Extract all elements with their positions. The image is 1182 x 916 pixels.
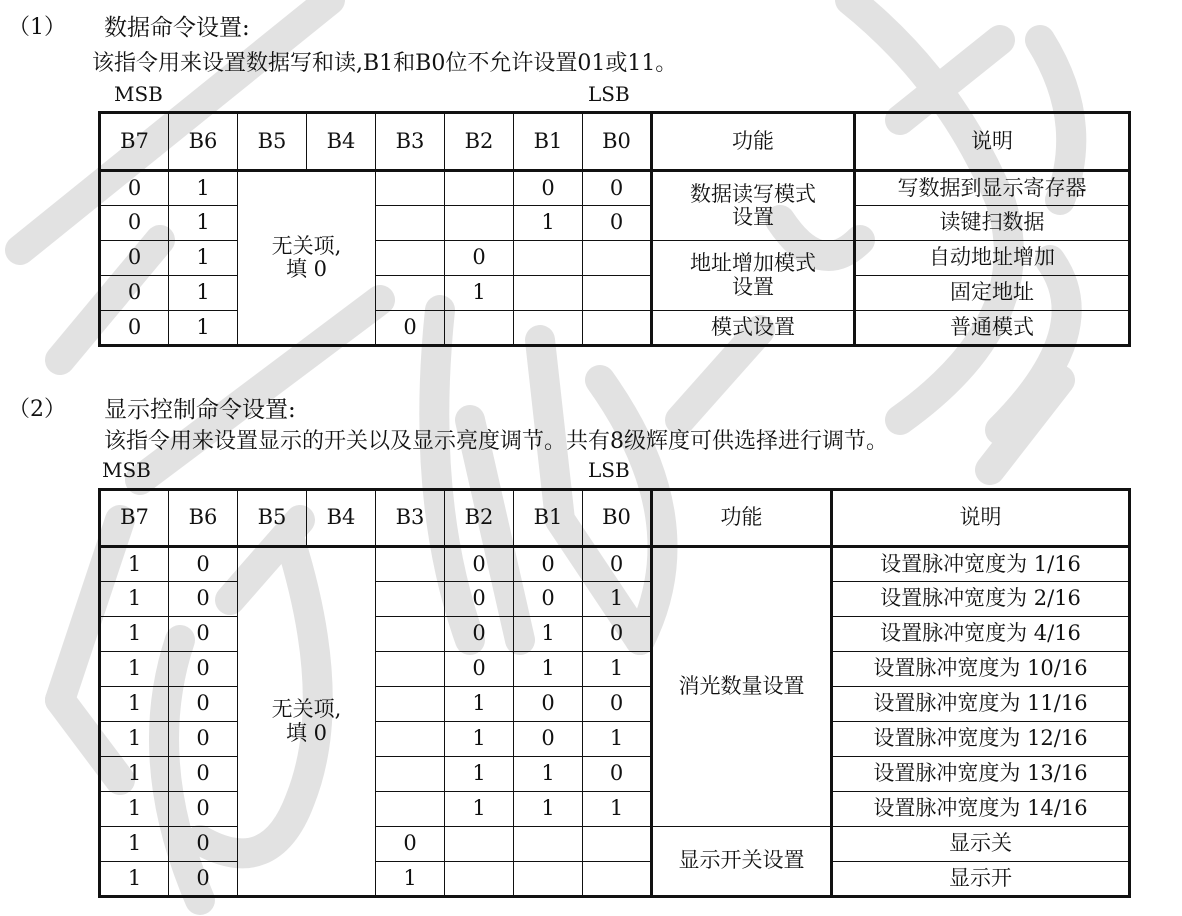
desc-cell: 设置脉冲宽度为 11/16 xyxy=(832,687,1130,722)
cell-b2 xyxy=(445,171,514,206)
header-description: 说明 xyxy=(832,490,1130,547)
function-cell: 显示开关设置 xyxy=(652,827,832,897)
section1-description: 该指令用来设置数据写和读,B1和B0位不允许设置01或11。 xyxy=(92,51,678,76)
header-b5: B5 xyxy=(238,113,307,171)
function-line: 数据读写模式 xyxy=(690,181,816,206)
header-b5: B5 xyxy=(238,490,307,547)
cell-b0: 1 xyxy=(583,582,652,617)
section2-msb-label: MSB xyxy=(102,458,151,482)
cell-b0: 0 xyxy=(583,757,652,792)
cell-b1 xyxy=(514,827,583,862)
header-b7: B7 xyxy=(100,490,169,547)
cell-b0: 0 xyxy=(583,547,652,582)
cell-b0 xyxy=(583,862,652,897)
cell-b7: 1 xyxy=(100,722,169,757)
table-row xyxy=(100,547,1130,582)
cell-b6: 1 xyxy=(169,241,238,276)
cell-b3 xyxy=(376,652,445,687)
header-b4: B4 xyxy=(307,490,376,547)
cell-b6: 1 xyxy=(169,276,238,311)
cell-b1: 1 xyxy=(514,652,583,687)
cell-b6: 0 xyxy=(169,687,238,722)
cell-b6: 0 xyxy=(169,652,238,687)
desc-cell: 写数据到显示寄存器 xyxy=(855,171,1130,206)
section1-msb-label: MSB xyxy=(114,82,163,106)
cell-b7: 0 xyxy=(100,241,169,276)
header-description: 说明 xyxy=(855,113,1130,171)
cell-b7: 1 xyxy=(100,547,169,582)
desc-cell: 设置脉冲宽度为 12/16 xyxy=(832,722,1130,757)
cell-b0: 1 xyxy=(583,652,652,687)
function-line: 设置 xyxy=(732,205,774,229)
cell-b7: 0 xyxy=(100,276,169,311)
cell-b7: 1 xyxy=(100,792,169,827)
cell-b1: 0 xyxy=(514,687,583,722)
cell-b6: 1 xyxy=(169,171,238,206)
cell-b3: 1 xyxy=(376,862,445,897)
dont-care-line-1: 无关项, xyxy=(271,233,342,258)
header-b4: B4 xyxy=(307,113,376,171)
cell-b2 xyxy=(445,862,514,897)
cell-b1: 0 xyxy=(514,171,583,206)
header-b7: B7 xyxy=(100,113,169,171)
cell-b6: 0 xyxy=(169,827,238,862)
cell-b7: 1 xyxy=(100,862,169,897)
cell-b2 xyxy=(445,206,514,241)
cell-b0 xyxy=(583,311,652,346)
cell-b1 xyxy=(514,241,583,276)
cell-b6: 0 xyxy=(169,582,238,617)
function-cell xyxy=(652,171,855,241)
cell-b3 xyxy=(376,547,445,582)
cell-b1 xyxy=(514,862,583,897)
header-b6: B6 xyxy=(169,113,238,171)
section2-description: 该指令用来设置显示的开关以及显示亮度调节。共有8级辉度可供选择进行调节。 xyxy=(104,429,888,454)
section2-lsb-label: LSB xyxy=(588,458,630,482)
cell-b2: 1 xyxy=(445,687,514,722)
cell-b2: 1 xyxy=(445,722,514,757)
cell-b2: 0 xyxy=(445,547,514,582)
cell-b6: 1 xyxy=(169,311,238,346)
cell-b0: 1 xyxy=(583,792,652,827)
cell-b1: 0 xyxy=(514,722,583,757)
desc-cell: 读键扫数据 xyxy=(855,206,1130,241)
header-b0: B0 xyxy=(583,113,652,171)
cell-b7: 1 xyxy=(100,652,169,687)
cell-b7: 1 xyxy=(100,827,169,862)
cell-b0 xyxy=(583,276,652,311)
cell-b0: 1 xyxy=(583,722,652,757)
cell-b3 xyxy=(376,171,445,206)
cell-b3 xyxy=(376,792,445,827)
desc-cell: 设置脉冲宽度为 1/16 xyxy=(832,547,1130,582)
section1-number: （1） xyxy=(8,15,66,40)
section2-title: 显示控制命令设置: xyxy=(104,397,296,423)
cell-b7: 1 xyxy=(100,687,169,722)
cell-b3 xyxy=(376,722,445,757)
cell-b0 xyxy=(583,241,652,276)
cell-b3 xyxy=(376,241,445,276)
cell-b7: 0 xyxy=(100,206,169,241)
cell-b6: 0 xyxy=(169,547,238,582)
dont-care-line-1: 无关项, xyxy=(271,697,342,722)
cell-b6: 0 xyxy=(169,862,238,897)
header-b2: B2 xyxy=(445,113,514,171)
desc-cell: 固定地址 xyxy=(855,276,1130,311)
dont-care-cell xyxy=(238,171,376,346)
section1-title: 数据命令设置: xyxy=(104,15,250,41)
desc-cell: 自动地址增加 xyxy=(855,241,1130,276)
cell-b0: 0 xyxy=(583,206,652,241)
cell-b2: 1 xyxy=(445,276,514,311)
header-b3: B3 xyxy=(376,113,445,171)
cell-b2: 0 xyxy=(445,617,514,652)
cell-b1: 0 xyxy=(514,582,583,617)
function-line: 地址增加模式 xyxy=(690,251,816,276)
dont-care-line-2: 填 0 xyxy=(285,720,328,745)
cell-b3 xyxy=(376,687,445,722)
cell-b6: 1 xyxy=(169,206,238,241)
cell-b0: 0 xyxy=(583,171,652,206)
section1-lsb-label: LSB xyxy=(588,82,630,106)
header-b2: B2 xyxy=(445,490,514,547)
cell-b3: 0 xyxy=(376,311,445,346)
cell-b6: 0 xyxy=(169,617,238,652)
cell-b1 xyxy=(514,276,583,311)
header-b0: B0 xyxy=(583,490,652,547)
cell-b2: 0 xyxy=(445,241,514,276)
cell-b7: 0 xyxy=(100,311,169,346)
cell-b3 xyxy=(376,582,445,617)
function-cell: 消光数量设置 xyxy=(652,547,832,827)
cell-b3 xyxy=(376,617,445,652)
cell-b3 xyxy=(376,276,445,311)
desc-cell: 设置脉冲宽度为 14/16 xyxy=(832,792,1130,827)
cell-b6: 0 xyxy=(169,757,238,792)
cell-b2: 0 xyxy=(445,582,514,617)
header-b1: B1 xyxy=(514,490,583,547)
function-cell: 模式设置 xyxy=(652,311,855,346)
desc-cell: 设置脉冲宽度为 4/16 xyxy=(832,617,1130,652)
cell-b7: 1 xyxy=(100,582,169,617)
cell-b1: 1 xyxy=(514,757,583,792)
desc-cell: 设置脉冲宽度为 13/16 xyxy=(832,757,1130,792)
cell-b1: 1 xyxy=(514,206,583,241)
desc-cell: 设置脉冲宽度为 10/16 xyxy=(832,652,1130,687)
cell-b0: 0 xyxy=(583,617,652,652)
cell-b3 xyxy=(376,757,445,792)
cell-b2 xyxy=(445,311,514,346)
cell-b7: 1 xyxy=(100,617,169,652)
display-control-table xyxy=(98,488,1131,898)
header-b3: B3 xyxy=(376,490,445,547)
function-cell xyxy=(652,241,855,311)
section2-number: （2） xyxy=(8,397,66,422)
cell-b2: 0 xyxy=(445,652,514,687)
table-row xyxy=(100,171,1130,206)
cell-b2: 1 xyxy=(445,792,514,827)
desc-cell: 设置脉冲宽度为 2/16 xyxy=(832,582,1130,617)
cell-b7: 0 xyxy=(100,171,169,206)
cell-b0: 0 xyxy=(583,687,652,722)
cell-b1: 0 xyxy=(514,547,583,582)
cell-b0 xyxy=(583,827,652,862)
cell-b2: 1 xyxy=(445,757,514,792)
cell-b1: 1 xyxy=(514,792,583,827)
cell-b3 xyxy=(376,206,445,241)
header-b6: B6 xyxy=(169,490,238,547)
dont-care-line-2: 填 0 xyxy=(285,257,328,281)
desc-cell: 显示开 xyxy=(832,862,1130,897)
header-b1: B1 xyxy=(514,113,583,171)
cell-b6: 0 xyxy=(169,792,238,827)
header-function: 功能 xyxy=(652,113,855,171)
cell-b1: 1 xyxy=(514,617,583,652)
header-function: 功能 xyxy=(652,490,832,547)
cell-b1 xyxy=(514,311,583,346)
cell-b3: 0 xyxy=(376,827,445,862)
function-line: 设置 xyxy=(732,274,774,299)
desc-cell: 普通模式 xyxy=(855,311,1130,346)
cell-b2 xyxy=(445,827,514,862)
data-command-table xyxy=(98,111,1131,347)
dont-care-cell xyxy=(238,547,376,897)
desc-cell: 显示关 xyxy=(832,827,1130,862)
cell-b7: 1 xyxy=(100,757,169,792)
cell-b6: 0 xyxy=(169,722,238,757)
